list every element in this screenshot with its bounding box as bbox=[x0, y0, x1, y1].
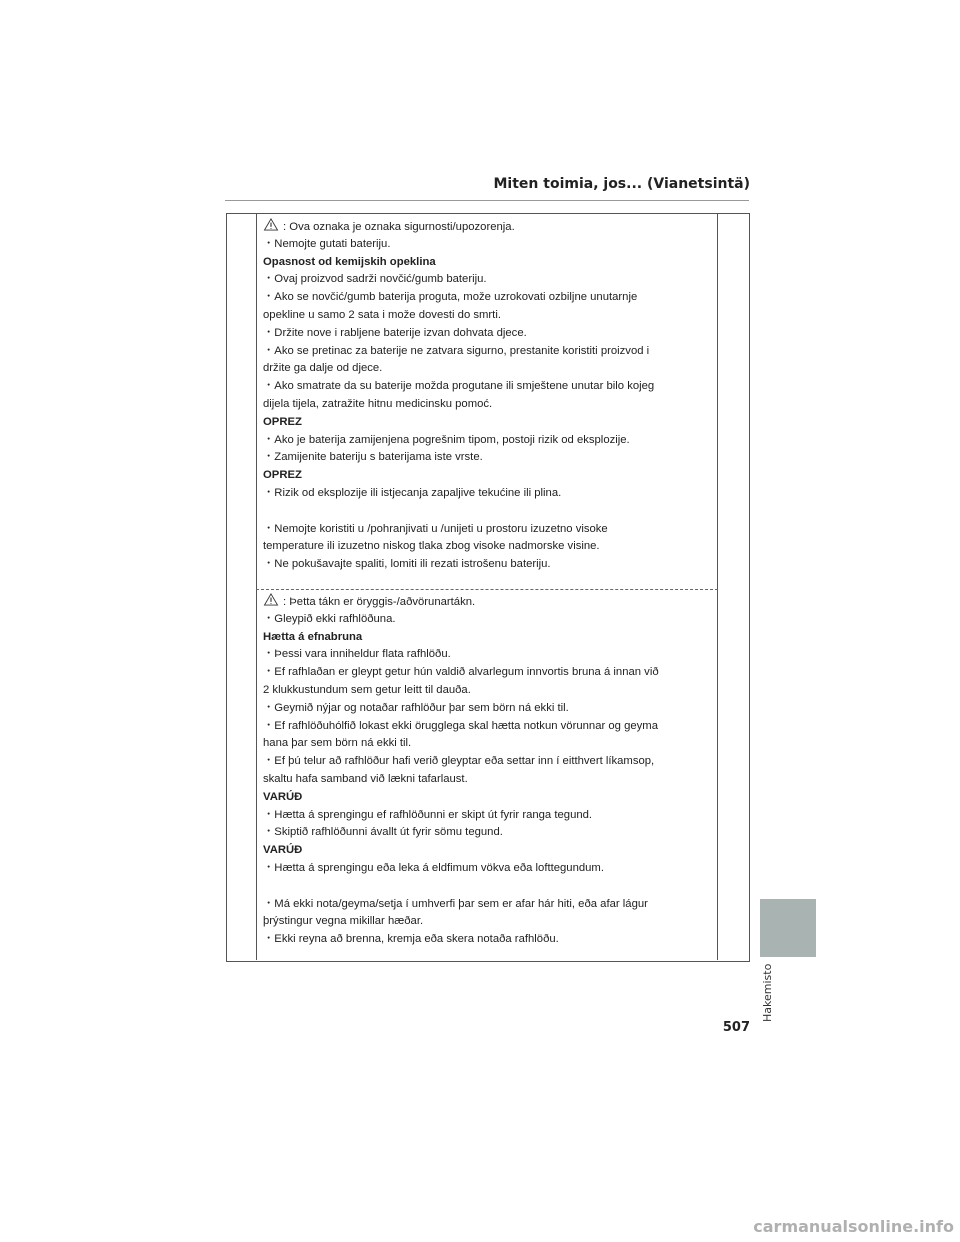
page-number: 507 bbox=[722, 1020, 750, 1035]
warning-line-text: ・Gleypið ekki rafhlöðuna. bbox=[263, 612, 396, 625]
warning-heading bbox=[263, 254, 713, 272]
warning-line-text: dijela tijela, zatražite hitnu medicinsku pomoć. bbox=[263, 397, 493, 410]
warning-line bbox=[263, 449, 713, 467]
warning-line bbox=[263, 753, 713, 771]
section-header-title: Miten toimia, jos... (Vianetsintä) bbox=[493, 176, 750, 192]
warning-line-text: ・Rizik od eksplozije ili istjecanja zapaljive tekućine ili plina. bbox=[263, 486, 562, 499]
warning-line bbox=[263, 824, 713, 842]
warning-line-text: ・Geymið nýjar og notaðar rafhlöður þar sem börn ná ekki til. bbox=[263, 701, 569, 714]
index-side-label: Hakemisto bbox=[761, 963, 774, 1022]
warning-line bbox=[263, 521, 713, 539]
warning-line-text: hana þar sem börn ná ekki til. bbox=[263, 737, 412, 750]
warning-line-text: ・Ako je baterija zamijenjena pogrešnim tipom, postoji rizik od eksplozije. bbox=[263, 433, 630, 446]
warning-line-text: ・Nemojte gutati bateriju. bbox=[263, 237, 391, 250]
warning-heading bbox=[263, 842, 713, 860]
warning-line-text: ・Ako smatrate da su baterije možda progutane ili smještene unutar bilo kojeg bbox=[263, 380, 655, 393]
warning-line-text: ・Ako se novčić/gumb baterija proguta, može uzrokovati ozbiljne unutarnje bbox=[263, 291, 638, 304]
index-side-tab[interactable] bbox=[760, 899, 816, 957]
warning-line-text: ・Ef þú telur að rafhlöður hafi verið gleyptar eða settar inn í eitthvert líkamsop, bbox=[263, 755, 655, 768]
warning-line bbox=[263, 236, 713, 254]
warning-line-text: ・Skiptið rafhlöðunni ávallt út fyrir sömu tegund. bbox=[263, 826, 503, 839]
warning-line bbox=[263, 593, 713, 611]
warning-line-text: ・Ne pokušavajte spaliti, lomiti ili rezati istrošenu bateriju. bbox=[263, 558, 551, 571]
warning-line bbox=[263, 271, 713, 289]
warning-line-text: OPREZ bbox=[263, 415, 302, 428]
warning-line bbox=[263, 860, 713, 878]
warning-line-text: Opasnost od kemijskih opeklina bbox=[263, 255, 436, 268]
warning-line bbox=[263, 432, 713, 450]
warning-line-text: VARÚÐ bbox=[263, 790, 303, 803]
warning-line-text: : Ova oznaka je oznaka sigurnosti/upozorenja. bbox=[283, 221, 515, 233]
warning-heading bbox=[263, 467, 713, 485]
warning-line bbox=[263, 556, 713, 574]
warning-line bbox=[263, 682, 713, 700]
warning-line-text: ・Držite nove i rabljene baterije izvan dohvata djece. bbox=[263, 326, 527, 339]
warning-line-text: ・Ef rafhlaðan er gleypt getur hún valdið alvarlegum innvortis bruna á innan við bbox=[263, 666, 659, 679]
warning-line-text: : Þetta tákn er öryggis-/aðvörunartákn. bbox=[283, 596, 476, 608]
warning-line-text: Hætta á efnabruna bbox=[263, 630, 363, 643]
warning-heading bbox=[263, 789, 713, 807]
watermark: carmanualsonline.info bbox=[753, 1217, 954, 1236]
warning-line-text: ・Zamijenite bateriju s baterijama iste vrste. bbox=[263, 451, 483, 464]
warning-line bbox=[263, 289, 713, 307]
warning-line bbox=[263, 718, 713, 736]
warning-line-text: držite ga dalje od djece. bbox=[263, 362, 383, 375]
warning-line bbox=[263, 538, 713, 556]
icelandic-warning-text bbox=[263, 593, 713, 949]
warning-line bbox=[263, 325, 713, 343]
warning-line-text: ・Ekki reyna að brenna, kremja eða skera notaða rafhlöðu. bbox=[263, 933, 559, 946]
warning-line bbox=[263, 771, 713, 789]
warning-line-text: ・Má ekki nota/geyma/setja í umhverfi þar sem er afar hár hiti, eða afar lágur bbox=[263, 897, 648, 910]
warning-line bbox=[263, 485, 713, 503]
warning-line-text: opekline u samo 2 sata i može dovesti do smrti. bbox=[263, 308, 501, 321]
warning-line-text: 2 klukkustundum sem getur leitt til dauða. bbox=[263, 683, 471, 696]
warning-line-text: skaltu hafa samband við lækni tafarlaust. bbox=[263, 772, 468, 785]
warning-line-text: ・Ako se pretinac za baterije ne zatvara sigurno, prestanite koristiti proizvod i bbox=[263, 344, 650, 357]
warning-line bbox=[263, 931, 713, 949]
warning-line-text: ・Ef rafhlöðuhólfið lokast ekki örugglega skal hætta notkun vörunnar og geyma bbox=[263, 719, 658, 732]
warning-line bbox=[263, 664, 713, 682]
warning-line-text: ・Þessi vara inniheldur flata rafhlöðu. bbox=[263, 648, 451, 661]
warning-line bbox=[263, 646, 713, 664]
warning-line bbox=[263, 913, 713, 931]
warning-line-text: OPREZ bbox=[263, 469, 302, 482]
warning-line-text: ・Nemojte koristiti u /pohranjivati u /unijeti u prostoru izuzetno visoke bbox=[263, 522, 608, 535]
warning-line bbox=[263, 396, 713, 414]
warning-line bbox=[263, 700, 713, 718]
warning-heading bbox=[263, 414, 713, 432]
warning-line-text: ・Hætta á sprengingu ef rafhlöðunni er skipt út fyrir ranga tegund. bbox=[263, 808, 593, 821]
warning-triangle-icon bbox=[263, 218, 279, 231]
warning-line bbox=[263, 503, 713, 521]
warning-line-text: ・Hætta á sprengingu eða leka á eldfimum vökva eða lofttegundum. bbox=[263, 861, 604, 874]
warning-line bbox=[263, 360, 713, 378]
warning-line-text: þrýstingur vegna mikillar hæðar. bbox=[263, 915, 424, 928]
warning-line bbox=[263, 343, 713, 361]
warning-heading bbox=[263, 629, 713, 647]
warning-triangle-icon bbox=[263, 593, 279, 606]
warning-line-text: temperature ili izuzetno niskog tlaka zbog visoke nadmorske visine. bbox=[263, 540, 600, 553]
header-rule bbox=[225, 200, 749, 201]
croatian-warning-text bbox=[263, 218, 713, 574]
warning-line bbox=[263, 896, 713, 914]
warning-line bbox=[263, 878, 713, 896]
warning-line bbox=[263, 611, 713, 629]
language-divider bbox=[256, 589, 718, 590]
warning-line bbox=[263, 735, 713, 753]
warning-line bbox=[263, 218, 713, 236]
warning-line bbox=[263, 807, 713, 825]
warning-line-text: ・Ovaj proizvod sadrži novčić/gumb bateriju. bbox=[263, 273, 487, 286]
warning-line bbox=[263, 378, 713, 396]
warning-line bbox=[263, 307, 713, 325]
warning-line-text: VARÚÐ bbox=[263, 844, 303, 857]
